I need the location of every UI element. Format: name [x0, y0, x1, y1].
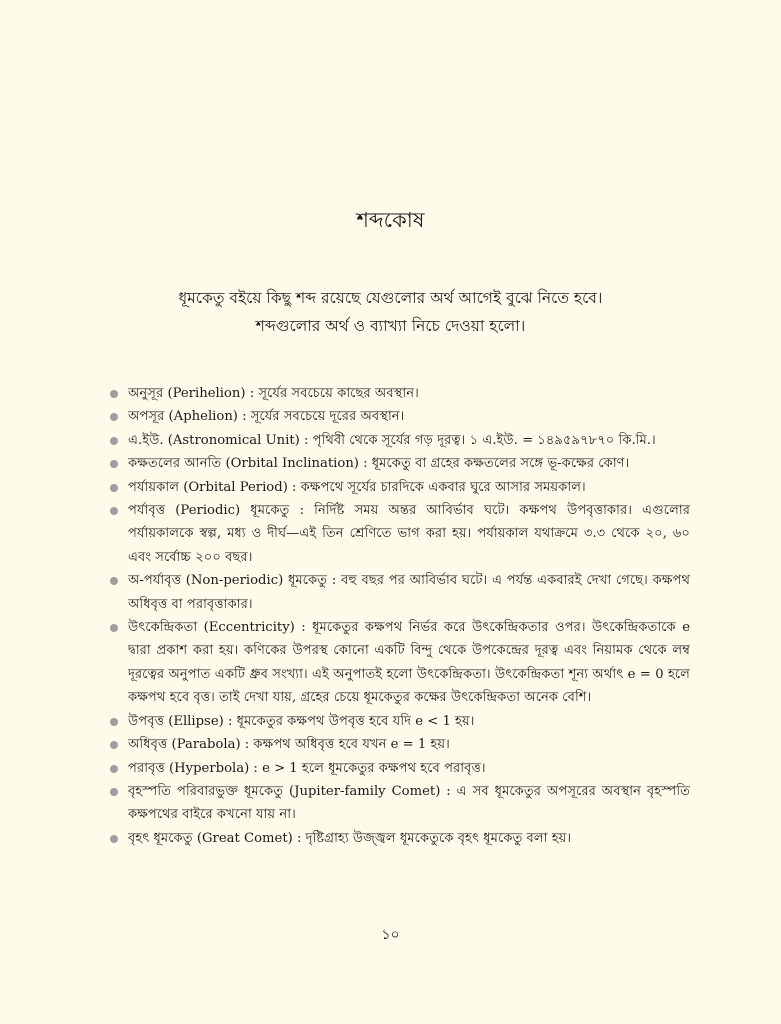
intro-line-1: ধূমকেতু বইয়ে কিছু শব্দ রয়েছে যেগুলোর অর্থ আগেই বুঝে নিতে হবে।	[178, 289, 603, 307]
bullet-icon	[110, 765, 118, 773]
bullet-icon	[110, 624, 118, 632]
glossary-item-text: বৃহস্পতি পরিবারভুক্ত ধূমকেতু (Jupiter-family Comet) : এ সব ধূমকেতুর অপসূরের অবস্থান বৃহস্পতি কক্ষপথের বাইরে কখনো যায় না।	[128, 783, 690, 823]
glossary-item-aphelion	[108, 405, 690, 428]
glossary-item-great-comet	[108, 827, 690, 850]
glossary-item-perihelion	[108, 382, 690, 405]
glossary-item-text: অনুসূর (Perihelion) : সূর্যের সবচেয়ে কাছের অবস্থান।	[128, 386, 419, 401]
glossary-item-astronomical-unit	[108, 429, 690, 452]
bullet-icon	[110, 788, 118, 796]
intro-line-2: শব্দগুলোর অর্থ ও ব্যাখ্যা নিচে দেওয়া হলো।	[255, 317, 526, 335]
glossary-item-text: অ-পর্যাবৃত্ত (Non-periodic) ধূমকেতু : বহু বছর পর আবির্ভাব ঘটে। এ পর্যন্ত একবারই দেখা গেছে। কক্ষপথ অধিবৃত্ত বা পরাবৃত্তাকার।	[128, 573, 690, 612]
bullet-icon	[110, 437, 118, 445]
glossary-item-hyperbola	[108, 757, 690, 780]
glossary-item-text: পর্যাবৃত্ত (Periodic) ধূমকেতু : নির্দিষ্ট সময় অন্তর আবির্ভাব ঘটে। কক্ষপথ উপবৃত্তাকার। এগুলোর পর্যায়কালকে স্বল্প, মধ্য ও দীর্ঘ—এই তিন শ্রেণিতে ভাগ করা হয়। পর্যায়কাল যথাক্রমে ৩.৩ থেকে ২০, ৬০ এবং সর্বোচ্চ ২০০ বছর।	[128, 503, 690, 565]
glossary-item-jupiter-family-comet	[108, 780, 690, 827]
glossary-item-orbital-inclination	[108, 452, 690, 475]
bullet-icon	[110, 484, 118, 492]
glossary-item-non-periodic-comet	[108, 569, 690, 616]
glossary-item-parabola	[108, 733, 690, 756]
bullet-icon	[110, 741, 118, 749]
glossary-item-text: বৃহৎ ধূমকেতু (Great Comet) : দৃষ্টিগ্রাহ্য উজ্জ্বল ধূমকেতুকে বৃহৎ ধূমকেতু বলা হয়।	[128, 830, 572, 846]
page-number: ১০	[381, 927, 400, 943]
glossary-item-text: অধিবৃত্ত (Parabola) : কক্ষপথ অধিবৃত্ত হবে যখন e = 1 হয়।	[128, 737, 450, 753]
bullet-icon	[110, 460, 118, 468]
glossary-item-orbital-period	[108, 476, 690, 499]
glossary-item-eccentricity	[108, 616, 690, 710]
bullet-icon	[110, 413, 118, 421]
intro-paragraph	[60, 284, 721, 340]
glossary-item-text: উৎকেন্দ্রিকতা (Eccentricity) : ধূমকেতুর কক্ষপথ নির্ভর করে উৎকেন্দ্রিকতার ওপর। উৎকেন্দ্রিকতাকে e দ্বারা প্রকাশ করা হয়। কণিকের উপরস্থ কোনো একটি বিন্দু থেকে উপকেন্দ্রের দূরত্ব এবং নিয়ামক থেকে লম্ব দূরত্বের অনুপাত একটি ধ্রুব সংখ্যা। এই অনুপাতই হলো উৎকেন্দ্রিকতা। উৎকেন্দ্রিকতা শূন্য অর্থাৎ e = 0 হলে কক্ষপথ হবে বৃত্ত। তাই দেখা যায়, গ্রহের চেয়ে ধূমকেতুর কক্ষের উৎকেন্দ্রিকতা অনেক বেশি।	[128, 620, 690, 706]
glossary-item-ellipse	[108, 710, 690, 733]
bullet-icon	[110, 835, 118, 843]
page-title: শব্দকোষ	[356, 208, 425, 232]
glossary-item-text: অপসূর (Aphelion) : সূর্যের সবচেয়ে দূরের অবস্থান।	[128, 409, 405, 425]
glossary-item-text: পর্যায়কাল (Orbital Period) : কক্ষপথে সূর্যের চারদিকে একবার ঘুরে আসার সময়কাল।	[128, 479, 586, 495]
bullet-icon	[110, 718, 118, 726]
glossary-item-text: কক্ষতলের আনতি (Orbital Inclination) : ধূমকেতু বা গ্রহের কক্ষতলের সঙ্গে ভূ-কক্ষের কোণ।	[128, 456, 630, 472]
glossary-item-periodic-comet	[108, 499, 690, 569]
glossary-item-text: পরাবৃত্ত (Hyperbola) : e > 1 হলে ধূমকেতুর কক্ষপথ হবে পরাবৃত্ত।	[128, 760, 486, 776]
glossary-item-text: এ.ইউ. (Astronomical Unit) : পৃথিবী থেকে সূর্যের গড় দূরত্ব। ১ এ.ইউ. = ১৪৯৫৯৭৮৭০ কি.মি.।	[128, 432, 656, 448]
glossary-list	[108, 382, 690, 850]
bullet-icon	[110, 507, 118, 515]
bullet-icon	[110, 577, 118, 585]
bullet-icon	[110, 390, 118, 398]
glossary-item-text: উপবৃত্ত (Ellipse) : ধূমকেতুর কক্ষপথ উপবৃত্ত হবে যদি e < 1 হয়।	[128, 713, 475, 729]
